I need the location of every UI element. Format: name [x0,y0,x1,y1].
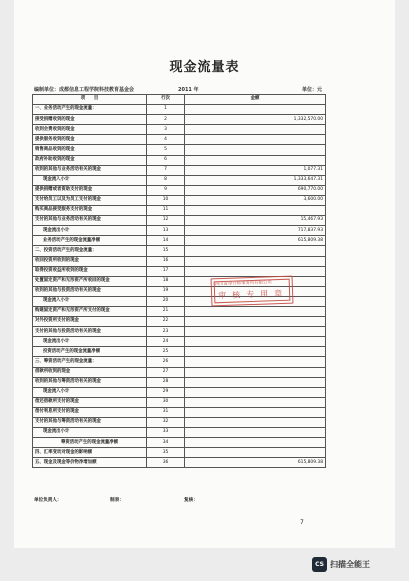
row-item-label: 支付的其他与投资活动有关的现金 [33,327,147,337]
row-line-number: 15 [147,246,185,256]
table-row [33,337,326,347]
table-row [33,105,326,115]
row-line-number: 32 [147,418,185,428]
row-line-number: 36 [147,458,185,468]
row-amount [185,387,326,397]
row-amount [185,418,326,428]
table-row [33,377,326,387]
row-amount [185,145,326,155]
row-line-number: 22 [147,317,185,327]
row-item-label: 投资活动产生的现金流量净额 [33,347,147,357]
row-amount [185,367,326,377]
column-header-line: 行次 [147,95,185,105]
table-row [33,206,326,216]
row-amount: 1,333,647.31 [185,175,326,185]
row-amount [185,135,326,145]
row-item-label: 对外投资所支付的现金 [33,317,147,327]
row-line-number: 10 [147,195,185,205]
row-line-number: 34 [147,438,185,448]
row-amount: 717,837.93 [185,226,326,236]
table-row [33,347,326,357]
row-item-label: 偿还借款所支付的现金 [33,397,147,407]
row-amount [185,337,326,347]
table-row [33,216,326,226]
row-amount [185,246,326,256]
row-line-number: 24 [147,337,185,347]
row-line-number: 27 [147,367,185,377]
row-item-label: 现金流入小计 [33,387,147,397]
row-amount [185,306,326,316]
row-item-label: 偿付利息所支付的现金 [33,407,147,417]
table-row [33,266,326,276]
row-line-number: 1 [147,105,185,115]
table-row [33,327,326,337]
row-item-label: 业务活动产生的现金流量净额 [33,236,147,246]
row-amount: 615,809.38 [185,236,326,246]
row-line-number: 12 [147,216,185,226]
table-row [33,407,326,417]
page-number: 7 [300,519,304,526]
row-amount [185,377,326,387]
table-row [33,428,326,438]
audit-seal-stamp: 四川省审计师事务所有限公司 审核专用章 [211,276,294,307]
row-amount: 615,809.38 [185,458,326,468]
row-amount [185,105,326,115]
row-item-label: 五、现金及现金等价物净增加额 [33,458,147,468]
table-row [33,448,326,458]
row-item-label: 处置固定资产和无形资产所收回的现金 [33,276,147,286]
row-item-label: 支付的其他与业务活动有关的现金 [33,216,147,226]
table-row [33,195,326,205]
table-row [33,317,326,327]
row-amount: 690,770.00 [185,185,326,195]
table-row [33,155,326,165]
row-amount [185,256,326,266]
row-item-label: 现金流出小计 [33,337,147,347]
row-amount [185,407,326,417]
table-row [33,125,326,135]
row-line-number: 16 [147,256,185,266]
row-amount [185,357,326,367]
scanner-watermark [312,556,370,572]
row-item-label: 二、投资活动产生的现金流量： [33,246,147,256]
table-row [33,438,326,448]
camscanner-logo-icon: CS [312,557,327,572]
row-item-label: 购买商品接受服务支付的现金 [33,206,147,216]
row-amount [185,438,326,448]
row-line-number: 29 [147,387,185,397]
reporting-entity: 编制单位：成都信息工程学院科技教育基金会 [34,87,135,93]
row-item-label: 三、筹资活动产生的现金流量： [33,357,147,367]
row-amount [185,266,326,276]
row-item-label: 借款所收到的现金 [33,367,147,377]
column-header-amount: 金额 [185,95,326,105]
row-line-number: 6 [147,155,185,165]
row-item-label: 支付的其他与筹资活动有关的现金 [33,418,147,428]
table-header-row [33,95,326,105]
table-row [33,357,326,367]
report-year: 2011 年 [178,87,199,93]
row-item-label: 筹资活动产生的现金流量净额 [33,438,147,448]
table-row [33,145,326,155]
row-item-label: 购建固定资产和无形资产所支付的现金 [33,306,147,316]
row-item-label: 收到的其他与业务活动有关的现金 [33,165,147,175]
row-item-label: 收到会费收到的现金 [33,125,147,135]
table-row [33,306,326,316]
row-line-number: 8 [147,175,185,185]
row-item-label: 政府补助收到的现金 [33,155,147,165]
footer-reviewer: 复核： [184,498,198,503]
row-line-number: 35 [147,448,185,458]
column-header-item: 项 目 [33,95,147,105]
table-row [33,367,326,377]
row-line-number: 17 [147,266,185,276]
table-row [33,115,326,125]
table-row [33,246,326,256]
table-row [33,418,326,428]
row-amount [185,125,326,135]
row-line-number: 7 [147,165,185,175]
row-item-label: 销售商品收到的现金 [33,145,147,155]
row-amount [185,155,326,165]
row-line-number: 2 [147,115,185,125]
row-line-number: 28 [147,377,185,387]
row-item-label: 收到的其他与投资活动有关的现金 [33,286,147,296]
table-row [33,387,326,397]
row-item-label: 接受捐赠收到的现金 [33,115,147,125]
row-amount [185,347,326,357]
row-amount [185,428,326,438]
row-line-number: 4 [147,135,185,145]
row-line-number: 30 [147,397,185,407]
footer-head-signature: 单位负责人： [34,498,62,503]
row-item-label: 现金流入小计 [33,296,147,306]
row-item-label: 现金流出小计 [33,226,147,236]
row-item-label: 提供服务收到的现金 [33,135,147,145]
row-line-number: 21 [147,306,185,316]
table-row [33,175,326,185]
scanner-brand-name: 扫描全能王 [330,559,370,569]
table-row [33,458,326,468]
document-page [14,0,395,548]
table-row [33,397,326,407]
row-line-number: 19 [147,286,185,296]
currency-unit: 单位：元 [302,87,323,93]
row-amount: 15,467.93 [185,216,326,226]
row-line-number: 26 [147,357,185,367]
table-row [33,135,326,145]
table-row [33,185,326,195]
row-amount [185,206,326,216]
row-amount: 1,077.31 [185,165,326,175]
row-line-number: 20 [147,296,185,306]
row-line-number: 9 [147,185,185,195]
row-line-number: 14 [147,236,185,246]
row-amount [185,317,326,327]
row-line-number: 31 [147,407,185,417]
row-amount: 1,332,570.00 [185,115,326,125]
row-line-number: 11 [147,206,185,216]
row-item-label: 现金流出小计 [33,428,147,438]
table-row [33,226,326,236]
table-row [33,256,326,266]
row-amount [185,327,326,337]
row-item-label: 现金流入小计 [33,175,147,185]
row-item-label: 收回投资所收到的现金 [33,256,147,266]
row-line-number: 5 [147,145,185,155]
page-title: 现金流量表 [169,60,240,75]
row-item-label: 收到的其他与筹资活动有关的现金 [33,377,147,387]
row-item-label: 提供捐赠或者资助支付的现金 [33,185,147,195]
table-row [33,165,326,175]
row-line-number: 3 [147,125,185,135]
row-item-label: 取得投资收益所收到的现金 [33,266,147,276]
row-amount [185,397,326,407]
footer-preparer: 制表： [110,498,124,503]
row-line-number: 13 [147,226,185,236]
row-amount: 3,600.00 [185,195,326,205]
row-item-label: 支付给员工以及为员工支付的现金 [33,195,147,205]
row-item-label: 一、业务活动产生的现金流量： [33,105,147,115]
table-row [33,236,326,246]
row-amount [185,448,326,458]
row-line-number: 25 [147,347,185,357]
row-line-number: 18 [147,276,185,286]
row-item-label: 四、汇率变动对现金的影响额 [33,448,147,458]
row-line-number: 33 [147,428,185,438]
row-line-number: 23 [147,327,185,337]
